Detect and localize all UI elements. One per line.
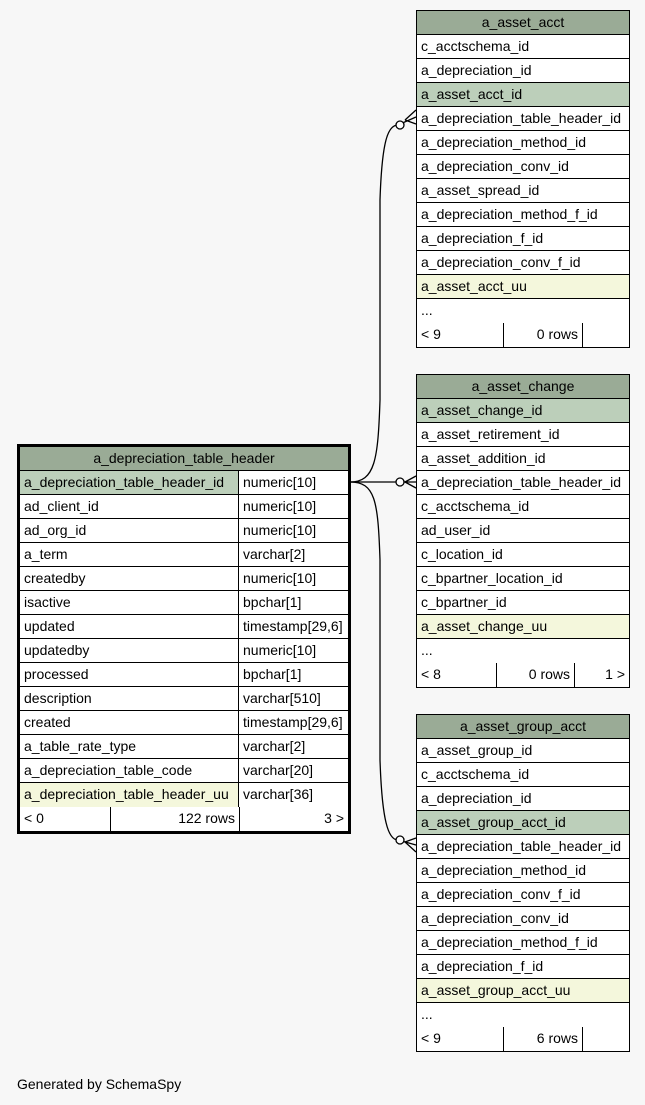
column-type: varchar[36] — [239, 783, 348, 807]
column-type: bpchar[1] — [243, 666, 302, 682]
table-title[interactable] — [417, 11, 629, 35]
column-row[interactable] — [417, 227, 629, 251]
crowfoot-circle-a-asset-group-acct — [396, 836, 404, 844]
column-name: a_asset_group_acct_uu — [421, 982, 571, 998]
column-name: a_depreciation_method_f_id — [421, 934, 598, 950]
column-row[interactable] — [417, 955, 629, 979]
column-type: numeric[10] — [239, 471, 348, 494]
edge-a-asset-group-acct — [350, 482, 416, 845]
column-row[interactable] — [417, 471, 629, 495]
table-name: a_asset_change — [471, 378, 575, 394]
column-row[interactable] — [417, 179, 629, 203]
column-row[interactable] — [417, 739, 629, 763]
column-name: a_depreciation_table_header_uu — [20, 783, 239, 807]
table-title[interactable] — [20, 447, 348, 471]
column-row[interactable] — [417, 907, 629, 931]
column-type: varchar[510] — [243, 690, 321, 706]
column-name: a_asset_acct_id — [421, 86, 523, 102]
column-name: createdby — [20, 567, 239, 590]
column-row[interactable] — [417, 155, 629, 179]
column-type: varchar[2] — [243, 738, 306, 754]
column-type: timestamp[29,6] — [243, 714, 343, 730]
column-name: a_depreciation_method_f_id — [421, 206, 598, 222]
column-name: ... — [421, 1006, 433, 1022]
column-name: a_asset_group_id — [421, 742, 533, 758]
column-name: isactive — [20, 591, 239, 614]
generated-by-credit: Generated by SchemaSpy — [17, 1076, 182, 1092]
column-name: a_asset_acct_uu — [421, 278, 527, 294]
column-name: a_asset_spread_id — [421, 182, 540, 198]
column-row[interactable] — [20, 471, 348, 495]
parents-count: < 0 — [20, 807, 111, 831]
crowfoot-circle-a-asset-acct — [396, 121, 404, 129]
column-row[interactable] — [417, 543, 629, 567]
table-a-asset-group-acct[interactable] — [416, 714, 630, 1052]
column-row[interactable] — [20, 567, 348, 591]
column-name: ad_user_id — [421, 522, 491, 538]
column-row[interactable] — [20, 711, 348, 735]
column-row[interactable] — [417, 883, 629, 907]
column-name: ad_org_id — [20, 519, 239, 542]
table-footer — [417, 323, 629, 347]
column-row[interactable] — [417, 495, 629, 519]
column-row[interactable] — [417, 811, 629, 835]
column-name: c_acctschema_id — [421, 38, 530, 54]
column-name: a_asset_group_acct_id — [421, 814, 566, 830]
column-row[interactable] — [417, 251, 629, 275]
column-row[interactable] — [417, 299, 629, 323]
column-name: c_location_id — [421, 546, 503, 562]
column-row[interactable] — [417, 639, 629, 663]
column-row[interactable] — [417, 131, 629, 155]
column-name: a_depreciation_id — [421, 790, 532, 806]
column-name: a_depreciation_method_id — [421, 862, 587, 878]
column-name: description — [20, 687, 239, 710]
column-row[interactable] — [417, 931, 629, 955]
table-name: a_depreciation_table_header — [93, 450, 275, 466]
parents-count: < 9 — [417, 1027, 504, 1051]
table-name: a_asset_group_acct — [459, 718, 587, 734]
column-name: a_asset_retirement_id — [421, 426, 560, 442]
column-row[interactable] — [20, 783, 348, 807]
column-type: numeric[10] — [243, 522, 317, 538]
column-name: a_depreciation_table_code — [20, 759, 239, 782]
column-name: processed — [20, 663, 239, 686]
column-row[interactable] — [417, 859, 629, 883]
column-type: numeric[10] — [243, 498, 317, 514]
column-name: a_depreciation_conv_id — [421, 910, 569, 926]
row-count: 6 rows — [504, 1027, 583, 1051]
column-name: a_depreciation_conv_f_id — [421, 254, 581, 270]
column-name: ad_client_id — [20, 495, 239, 518]
column-row[interactable] — [417, 519, 629, 543]
column-name: created — [20, 711, 239, 734]
column-name: a_depreciation_table_header_id — [20, 471, 239, 494]
column-type: timestamp[29,6] — [243, 618, 343, 634]
row-count: 122 rows — [111, 807, 240, 831]
column-row[interactable] — [417, 399, 629, 423]
column-name: updatedby — [20, 639, 239, 662]
column-name: a_depreciation_id — [421, 62, 532, 78]
column-name: ... — [421, 642, 433, 658]
column-row[interactable] — [417, 567, 629, 591]
column-row[interactable] — [417, 275, 629, 299]
column-name: a_depreciation_table_header_id — [421, 110, 622, 126]
table-footer — [417, 663, 629, 687]
column-row[interactable] — [417, 1003, 629, 1027]
column-name: a_depreciation_conv_f_id — [421, 886, 581, 902]
column-row[interactable] — [417, 835, 629, 859]
children-count — [583, 1027, 629, 1051]
column-row[interactable] — [417, 447, 629, 471]
column-type: numeric[10] — [243, 642, 317, 658]
column-row[interactable] — [20, 663, 348, 687]
column-row[interactable] — [20, 591, 348, 615]
column-name: c_bpartner_location_id — [421, 570, 563, 586]
table-a-asset-change[interactable] — [416, 374, 630, 688]
column-row[interactable] — [20, 519, 348, 543]
column-name: a_depreciation_f_id — [421, 958, 544, 974]
column-row[interactable] — [417, 107, 629, 131]
children-count: 3 > — [324, 810, 344, 826]
table-name: a_asset_acct — [481, 14, 565, 30]
column-name: a_table_rate_type — [20, 735, 239, 758]
edge-a-asset-acct — [350, 117, 416, 482]
column-name: a_term — [20, 543, 239, 566]
column-row[interactable] — [417, 615, 629, 639]
column-name: a_asset_change_uu — [421, 618, 548, 634]
children-count: 1 > — [605, 666, 625, 682]
column-name: a_depreciation_table_header_id — [421, 474, 622, 490]
column-name: ... — [421, 302, 433, 318]
column-type: bpchar[1] — [243, 594, 302, 610]
column-row[interactable] — [417, 59, 629, 83]
column-name: a_asset_addition_id — [421, 450, 546, 466]
column-name: c_acctschema_id — [421, 766, 530, 782]
column-name: a_depreciation_method_id — [421, 134, 587, 150]
column-name: updated — [20, 615, 239, 638]
table-title[interactable] — [417, 375, 629, 399]
column-type: varchar[20] — [243, 762, 314, 778]
table-a-asset-acct[interactable] — [416, 10, 630, 348]
column-row[interactable] — [20, 735, 348, 759]
column-name: c_bpartner_id — [421, 594, 507, 610]
column-row[interactable] — [417, 423, 629, 447]
column-row[interactable] — [20, 543, 348, 567]
column-row[interactable] — [20, 615, 348, 639]
column-row[interactable] — [20, 495, 348, 519]
column-row[interactable] — [417, 83, 629, 107]
column-row[interactable] — [417, 203, 629, 227]
column-name: a_asset_change_id — [421, 402, 543, 418]
table-a-depreciation-table-header[interactable] — [17, 444, 351, 834]
column-row[interactable] — [417, 979, 629, 1003]
row-count: 0 rows — [504, 323, 583, 347]
parents-count: < 9 — [417, 323, 504, 347]
column-type: varchar[2] — [243, 546, 306, 562]
parents-count: < 8 — [417, 663, 497, 687]
column-row[interactable] — [417, 763, 629, 787]
column-name: a_depreciation_f_id — [421, 230, 544, 246]
column-name: c_acctschema_id — [421, 498, 530, 514]
column-type: numeric[10] — [243, 570, 317, 586]
column-name: a_depreciation_table_header_id — [421, 838, 622, 854]
row-count: 0 rows — [497, 663, 575, 687]
column-row[interactable] — [417, 787, 629, 811]
column-name: a_depreciation_conv_id — [421, 158, 569, 174]
column-row[interactable] — [417, 35, 629, 59]
table-title[interactable] — [417, 715, 629, 739]
crowfoot-circle-a-asset-change — [396, 478, 404, 486]
table-footer — [417, 1027, 629, 1051]
column-row[interactable] — [20, 687, 348, 711]
children-count — [583, 323, 629, 347]
column-row[interactable] — [20, 639, 348, 663]
column-row[interactable] — [20, 759, 348, 783]
table-footer — [20, 807, 348, 831]
column-row[interactable] — [417, 591, 629, 615]
